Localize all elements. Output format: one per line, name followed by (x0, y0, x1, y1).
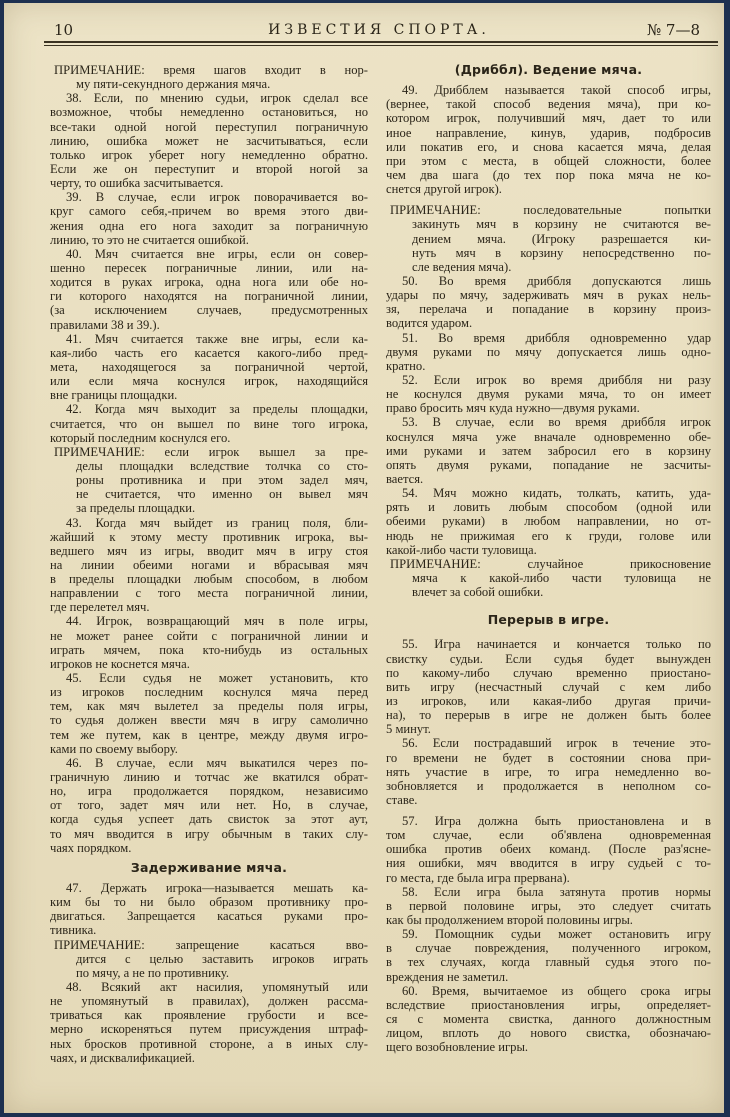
text-line: опять двумя руками, попадание не засчиты- (386, 457, 711, 472)
rule-39 (50, 190, 368, 247)
text-line: тем же путем, как в центре, между двумя игро- (50, 727, 368, 742)
text-line: нять участие в игре, то игра немедленно во- (386, 764, 711, 779)
text-line: чем два шага (до тех пор пока мяча не ко- (386, 168, 711, 182)
rule-50 (386, 274, 711, 331)
text-line: го времени не будет в состоянии снова при- (386, 750, 711, 765)
text-line: где перелетел мяч. (50, 600, 150, 615)
text-line: иное направление, кинув, ударив, подбросив (386, 125, 711, 140)
text-line: Если же он переступит и второй ногой за (50, 161, 368, 176)
text-line: в случае повреждения, полученного игроком, (386, 941, 711, 956)
text-line: игроков не коснется мяча. (50, 656, 190, 671)
text-line: ПРИМЕЧАНИЕ: запрещение касаться вво- (54, 937, 368, 952)
text-line: играть мячем, пока кто-нибудь из остальных (50, 642, 368, 657)
rule-44 (50, 614, 368, 671)
text-line: нюдь не прижимая его к груди, голове или (386, 528, 711, 543)
text-line: ПРИМЕЧАНИЕ: последовательные попытки (390, 203, 711, 218)
header-rule-thin (44, 45, 718, 46)
section-heading-break: Перерыв в игре. (487, 612, 610, 628)
rule-40 (50, 247, 368, 332)
text-line: том случае, если об'явлена одновременная (386, 828, 711, 843)
text-line: дением мяча. (Игроку разрешается ки- (412, 231, 711, 246)
text-line: кратно. (386, 358, 426, 373)
text-line: только игрок уберет ногу немедленно обратно. (50, 147, 368, 162)
text-line: 51. Во время дриббля одновременно удар (402, 330, 711, 345)
text-line: ния ошибки, мяч вводится в игру судьей с то- (386, 856, 711, 871)
text-line: обеими руками) в любом направлении, но от- (386, 514, 711, 529)
rule-48 (50, 980, 368, 1065)
text-line: коснулся мяча уже вначале одновременно обе- (386, 429, 711, 444)
text-line: чаях порядком. (50, 840, 132, 855)
text-line: ПРИМЕЧАНИЕ: случайное прикосновение (390, 556, 711, 571)
text-line: мета, находящегося за пограничной чертой, (50, 359, 368, 374)
text-line: (вернее, такой способ ведения мяча), при ко- (386, 97, 711, 112)
text-line: в пределы площадки любым способом, в любом (50, 572, 368, 587)
text-line: черту, то ошибка засчитывается. (50, 176, 224, 191)
text-line: граничную линию и тотчас же вкатился обрат- (50, 770, 368, 785)
text-line: 41. Мяч считается также вне игры, если ка- (66, 331, 368, 346)
text-line: вается. (386, 471, 424, 486)
header-rule (44, 41, 718, 43)
text-line: го места, где была игра прервана). (386, 870, 570, 885)
text-line: 52. Если игрок во время дриббля ни разу (402, 372, 711, 387)
rule-55 (386, 637, 711, 736)
text-line: ким бы то ни было образом противнику про- (50, 895, 368, 910)
text-line: вреждения не заметил. (386, 969, 509, 984)
text-line: ведшего мяч из игры, вводит мяч в игру стоя (50, 543, 368, 558)
text-line: 48. Всякий акт насилия, упомянутый или (66, 980, 368, 995)
text-line: жения одна его нога заходит за пограничную (50, 218, 368, 233)
rule-38 (50, 91, 368, 190)
note-54 (386, 557, 711, 599)
text-line: влечет за собой ошибки. (412, 585, 544, 600)
rule-51 (386, 331, 711, 373)
section-heading-holding: Задерживание мяча. (130, 859, 288, 875)
note-49 (386, 203, 711, 274)
text-line: котором игрок, получивший мяч, дает то или (386, 111, 711, 126)
text-line: зобновляется и продолжается в неполном со- (386, 778, 711, 793)
text-line: ходится в руках игрока, одна нога или обе но- (50, 275, 368, 290)
text-line: то судья должен ввести мяч в игру самолично (50, 713, 368, 728)
text-line: от того, задет мяч или нет. Но, в случае, (50, 798, 368, 813)
note-47 (50, 938, 368, 980)
text-line: 45. Если судья не может установить, кто (66, 671, 368, 686)
text-line: вить игру (несчастный случай с кем либо (386, 679, 711, 694)
text-line: щего возобновление игры. (386, 1040, 529, 1055)
rule-43 (50, 516, 368, 615)
text-line: считается, что он вышел по вине того игрока, (50, 416, 368, 431)
text-line: триваться как проявление грубости и все- (50, 1008, 368, 1023)
note-37 (50, 63, 368, 91)
text-line: право бросить мяч куда нужно—двумя руками. (386, 401, 640, 416)
text-line: 60. Время, вычитаемое из общего срока игры (402, 983, 711, 998)
text-line: 53. В случае, если во время дриббля игрок (402, 415, 711, 430)
text-line: жайший к этому месту противник игрока, вы- (50, 529, 368, 544)
text-line: не упомянутый в правилах), должен рассма- (50, 994, 368, 1009)
text-line: 59. Помощник судьи может остановить игру (402, 927, 711, 942)
rule-58 (386, 885, 711, 927)
text-line: 40. Мяч считается вне игры, если он совер- (66, 246, 368, 261)
text-line: удары по мячу, задерживать мяч в руках нель- (386, 288, 711, 303)
text-line: вне границы площадки. (50, 388, 178, 403)
text-line: двумя руками по мячу допускается лишь одно- (386, 344, 711, 359)
text-line: ошибка против обеих команд. (После раз'ясне- (386, 842, 711, 857)
text-line: му пяти-секундного держания мяча. (76, 77, 271, 92)
heading-dribble-term: (Дриббл). (454, 62, 529, 77)
text-line: 56. Если пострадавший игрок в течение это- (402, 736, 711, 751)
text-line: мерно искореняться путем присуждения штраф- (50, 1022, 368, 1037)
text-line: все-таки одной ногой переступил пограничную (50, 119, 368, 134)
text-line: правилами 38 и 39.). (50, 317, 160, 332)
rule-60 (386, 984, 711, 1055)
text-line: 42. Когда мяч выходит за пределы площадки, (66, 402, 368, 417)
text-line: зя, перелача и попадание в корзину произ- (386, 302, 711, 317)
text-line: 43. Когда мяч выйдет из границ поля, бли- (66, 515, 368, 530)
text-line: тем, как мяч вылетел за пределы поля игры, (50, 699, 368, 714)
rule-52 (386, 373, 711, 415)
newspaper-page (4, 3, 724, 1113)
text-line: сле ведения мяча). (412, 259, 512, 274)
rule-42 (50, 402, 368, 444)
text-line: 50. Во время дриббля допускаются лишь (402, 273, 711, 288)
text-line: то мяч вводится в игру обычным в таких слу- (50, 826, 368, 841)
text-line: свистку судьи. Если судья будет вынужден (386, 651, 711, 666)
right-column (386, 63, 711, 1054)
text-line: 44. Игрок, возвращающий мяч в поле игры, (66, 614, 368, 629)
left-column (50, 63, 368, 1065)
issue-number: № 7—8 (646, 21, 700, 39)
text-line: в тех случаях, когда главный судья этого по- (386, 955, 711, 970)
rule-53 (386, 415, 711, 486)
text-line: 46. В случае, если мяч выкатился через по- (66, 755, 368, 770)
text-line: ПРИМЕЧАНИЕ: время шагов входит в нор- (54, 63, 368, 77)
text-line: снется другой игрок). (386, 182, 502, 197)
text-line: закинуть мяч в корзину не считаются ве- (412, 217, 711, 232)
text-line: чаях, и дисквалификацией. (50, 1050, 195, 1065)
rule-56 (386, 736, 711, 807)
text-line: нуть мяч в корзину непосредственно по- (412, 245, 711, 260)
note-42 (50, 445, 368, 516)
section-heading-dribble (386, 63, 711, 77)
text-line: 47. Держать игрока—называется мешать ка- (66, 881, 368, 896)
text-line: из игроков, или какая-либо другая причи- (386, 693, 711, 708)
text-line: какой-либо части туловища. (386, 542, 537, 557)
text-line: ставе. (386, 792, 418, 807)
text-line: 38. Если, по мнению судьи, игрок сделал все (66, 91, 368, 106)
text-line: ими руками и затем забросил его в корзину (386, 443, 711, 458)
text-line: или если мяча коснулся игрок, находящийся (50, 374, 368, 389)
text-line: как бы продолжением второй половины игры. (386, 913, 633, 928)
text-line: 39. В случае, если игрок поворачивается во- (66, 190, 368, 205)
text-line: ных бросков противной стороне, а в иных слу- (50, 1036, 368, 1051)
page-number: 10 (54, 21, 74, 39)
text-line: не считается, что именно он вывел мяч (76, 487, 368, 502)
text-line: 55. Игра начинается и кончается только по (402, 637, 711, 652)
text-line: водится ударом. (386, 316, 473, 331)
text-line: ПРИМЕЧАНИЕ: если игрок вышел за пре- (54, 444, 368, 459)
text-line: линию, то это не считается ошибкой. (50, 232, 249, 247)
text-line: который последним коснулся его. (50, 430, 231, 445)
newspaper-title: ИЗВЕСТИЯ СПОРТА. (268, 22, 490, 38)
text-line: кая-либо часть его касается какого-либо пред- (50, 345, 368, 360)
text-line: или покатив его, и снова касается мяча, делая (386, 139, 711, 154)
text-line: на линии обеими ногами и вбрасывая мяч (50, 557, 368, 572)
text-line: 58. Если игра была затянута против нормы (402, 884, 711, 899)
text-line: 57. Игра должна быть приостановлена и в (402, 814, 711, 829)
text-line: из игроков последним коснулся мяча перед (50, 685, 368, 700)
rule-47 (50, 881, 368, 938)
rule-41 (50, 332, 368, 403)
text-line: ги которого находятся на пограничной линии, (50, 289, 368, 304)
text-line: двигаться. Запрещается касаться руками про- (50, 909, 368, 924)
text-line: линию, ошибка может не засчитываться, если (50, 133, 368, 148)
text-line: 5 минут. (386, 722, 431, 737)
text-line: возможное, чтобы немедленно остановиться, но (50, 105, 368, 120)
text-line: круг самого себя,-причем во время этого дви- (50, 204, 368, 219)
text-line: направлении с того места пограничной линии, (50, 586, 368, 601)
page-header (48, 17, 710, 41)
text-line: по мячу, а не по противнику. (76, 965, 229, 980)
text-line: не может ранее сойти с пограничной линии и (50, 628, 368, 643)
text-line: ками по своему выбору. (50, 741, 178, 756)
text-line: когда судья успеет дать свисток за этот аут, (50, 812, 368, 827)
rule-45 (50, 671, 368, 756)
text-line: при этом с места, в общей сложности, более (386, 153, 711, 168)
text-line: ся с момента свистка, данного должностным (386, 1012, 711, 1027)
text-line: мяча к какой-либо части туловища не (412, 570, 711, 585)
text-line: за пределы площадки. (76, 501, 196, 516)
text-line: рять и ловить любым способом (одной или (386, 500, 711, 515)
text-line: не коснулся двумя руками мяча, то он имеет (386, 387, 711, 402)
text-line: в первой половине игры, это следует считать (386, 898, 711, 913)
rule-57 (386, 814, 711, 885)
rule-49 (386, 83, 711, 196)
text-line: тивника. (50, 923, 97, 938)
rule-46 (50, 756, 368, 855)
text-line: 49. Дрибблем называется такой способ игры, (402, 83, 711, 98)
rule-59 (386, 927, 711, 984)
heading-dribble-title: Ведение мяча. (532, 62, 643, 77)
text-line: (за исключением случаев, предусмотренных (50, 303, 368, 318)
text-line: делы площадки вследствие толчка со сто- (76, 458, 368, 473)
text-line: 54. Мяч можно кидать, толкать, катить, уда- (402, 486, 711, 501)
text-line: но, игра продолжается порядком, независимо (50, 784, 368, 799)
text-line: вследствие приостановления игры, определяет- (386, 997, 711, 1012)
text-line: на), то перерыв в игре не должен быть более (386, 708, 711, 723)
text-line: дится с целью заставить игроков играть (76, 951, 368, 966)
text-line: роны противника и при этом задел мяч, (76, 473, 368, 488)
text-line: лицом, вплоть до нового свистка, обозначаю- (386, 1026, 711, 1041)
rule-54 (386, 486, 711, 557)
text-line: по какому-либо случаю временно приостано- (386, 665, 711, 680)
text-line: шенно пересек пограничные линии, или на- (50, 260, 368, 275)
